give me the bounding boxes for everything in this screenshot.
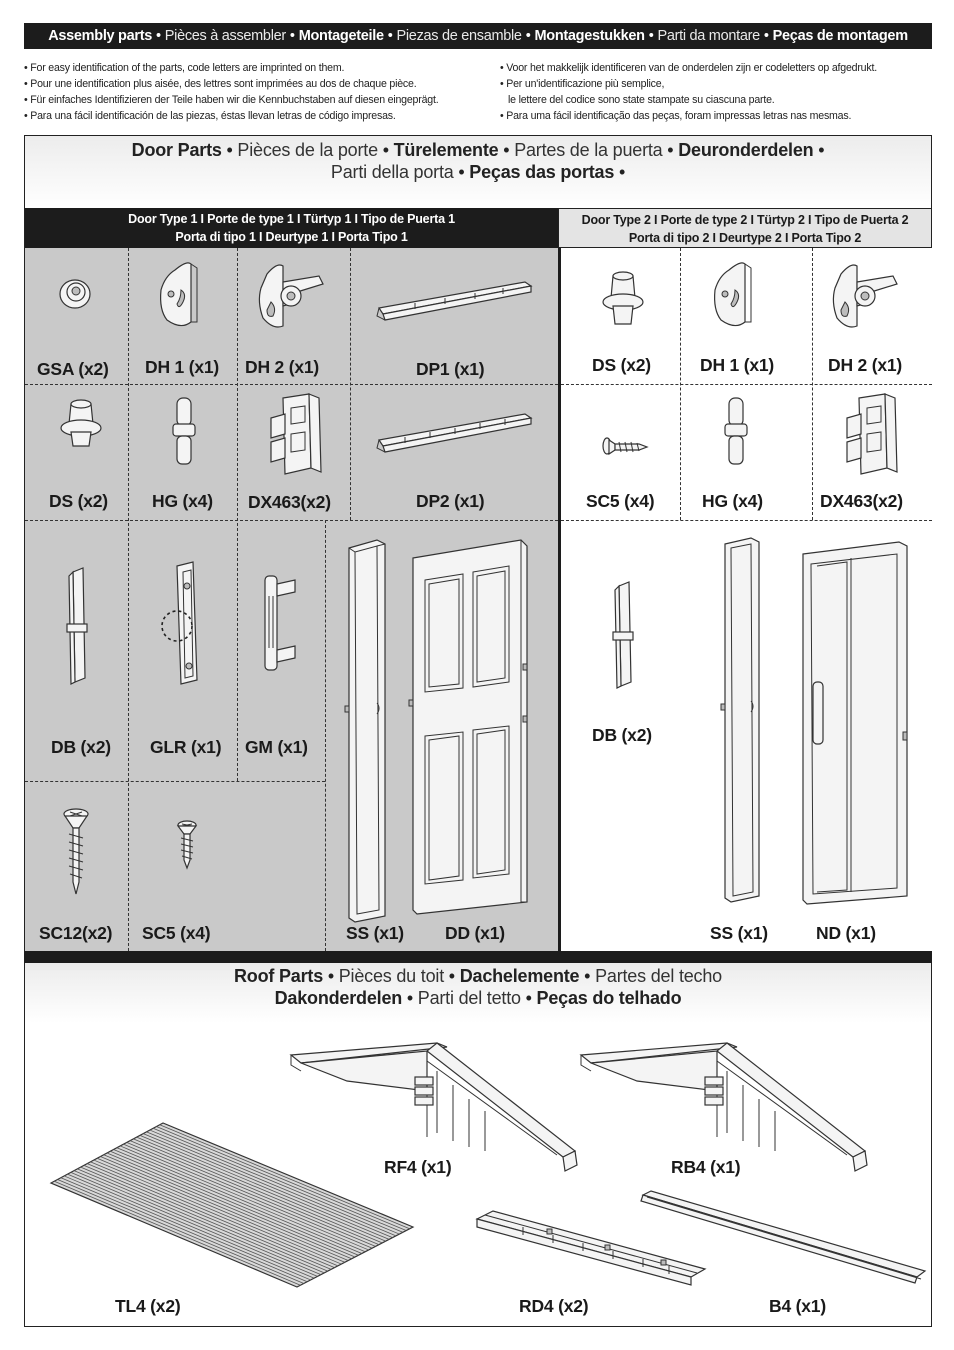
glr-part-drawing — [159, 562, 219, 688]
door-parts-title-line2 — [25, 161, 931, 183]
part-label-db: DB (x2) — [592, 725, 652, 745]
title-segment: Partes de la puerta — [514, 140, 663, 160]
bullet-separator: • — [221, 140, 238, 160]
part-label-hg: HG (x4) — [702, 491, 763, 511]
grid-divider — [561, 520, 932, 521]
title-segment: Dakonderdelen — [274, 988, 403, 1008]
note-line: • Para uma fácil identificação das peças, foram impressas letras nas mesmas. — [500, 110, 852, 122]
grid-divider — [25, 520, 558, 521]
title-segment: Montageteile — [298, 28, 384, 44]
ss-side-strip-drawing — [715, 536, 769, 906]
bullet-separator: • — [323, 966, 339, 986]
part-label-rf4: RF4 (x1) — [384, 1157, 452, 1177]
part-label-hg: HG (x4) — [152, 491, 213, 511]
bullet-separator: • — [289, 28, 295, 44]
note-line: • Voor het makkelijk identificeren van de onderdelen zijn er codeletters op afgedrukt. — [500, 62, 877, 74]
part-label-sc5: SC5 (x4) — [142, 923, 211, 943]
bullet-separator: • — [525, 28, 531, 44]
sc5-screw-drawing — [175, 820, 199, 876]
door-type1-parts-grid — [25, 248, 558, 951]
door-type2-parts-grid — [558, 248, 932, 951]
db-part-drawing — [63, 568, 93, 688]
bullet-separator: • — [377, 140, 394, 160]
dh2-part-drawing — [257, 262, 329, 332]
door-parts-title-line1 — [25, 139, 931, 161]
door-type2-heading-line1: Door Type 2 I Porte de type 2 I Türtyp 2 I Tipo de Puerta 2 — [581, 213, 909, 227]
dh1-part-drawing — [711, 260, 761, 330]
note-line: • For easy identification of the parts, code letters are imprinted on them. — [24, 62, 345, 74]
part-label-gm: GM (x1) — [245, 737, 308, 757]
bullet-separator: • — [648, 28, 654, 44]
title-segment: Roof Parts — [234, 966, 324, 986]
bullet-separator: • — [498, 140, 515, 160]
title-segment: Pièces de la porte — [237, 140, 378, 160]
title-segment: Parti della porta — [330, 162, 454, 182]
bullet-separator: • — [614, 162, 626, 182]
grid-divider — [325, 520, 326, 951]
door-type2-heading-line2: Porta di tipo 2 I Deurtype 2 I Porta Tipo 2 — [628, 231, 862, 245]
tl4-roof-panel-drawing — [47, 1121, 417, 1291]
nd-door-panel-drawing — [797, 542, 927, 912]
part-label-ss: SS (x1) — [346, 923, 404, 943]
title-segment: Parti da montare — [657, 28, 760, 44]
part-label-rb4: RB4 (x1) — [671, 1157, 741, 1177]
part-label-tl4: TL4 (x2) — [115, 1296, 181, 1316]
hg-part-drawing — [723, 396, 749, 468]
part-label-dx463: DX463(x2) — [248, 492, 331, 512]
gsa-part-drawing — [55, 276, 95, 312]
bullet-separator: • — [520, 988, 537, 1008]
ds-part-drawing — [599, 270, 649, 334]
rb4-roof-back-drawing — [577, 1041, 887, 1171]
note-line: • Para una fácil identificación de las piezas, éstas llevan letras de código impresas. — [24, 110, 396, 122]
part-label-ds: DS (x2) — [49, 491, 108, 511]
assembly-parts-header — [24, 23, 932, 49]
bullet-separator: • — [444, 966, 460, 986]
title-segment: Dachelemente — [459, 966, 580, 986]
title-segment: Pièces du toit — [338, 966, 444, 986]
dx463-part-drawing — [839, 394, 903, 478]
part-label-dx463: DX463(x2) — [820, 491, 903, 511]
roof-parts-title — [25, 963, 931, 1023]
title-segment: Peças de montagem — [772, 28, 908, 44]
part-label-glr: GLR (x1) — [150, 737, 222, 757]
door-type1-heading-line1: Door Type 1 I Porte de type 1 I Türtyp 1 I Tipo de Puerta 1 — [128, 212, 455, 226]
part-label-ds: DS (x2) — [592, 355, 651, 375]
note-line: le lettere del codice sono state stampate su ciascuna parte. — [508, 94, 775, 106]
part-label-dh2: DH 2 (x1) — [828, 355, 903, 375]
title-segment: Partes del techo — [595, 966, 722, 986]
title-segment: Parti del tetto — [417, 988, 521, 1008]
gm-part-drawing — [261, 574, 301, 674]
grid-divider — [237, 248, 238, 781]
part-label-db: DB (x2) — [51, 737, 111, 757]
note-line: • Per un'identificazione più semplice, — [500, 78, 665, 90]
grid-divider — [561, 384, 932, 385]
title-segment: Peças do telhado — [536, 988, 682, 1008]
dh1-part-drawing — [157, 260, 207, 330]
title-segment: Türelemente — [393, 140, 499, 160]
b4-roof-beam-drawing — [639, 1191, 929, 1285]
part-label-sc5: SC5 (x4) — [586, 491, 655, 511]
roof-section-divider — [24, 951, 932, 963]
part-label-dh1: DH 1 (x1) — [700, 355, 775, 375]
title-segment: Pièces à assembler — [164, 28, 286, 44]
dd-door-panel-drawing — [409, 540, 559, 915]
grid-divider — [25, 781, 325, 782]
part-label-dp2: DP2 (x1) — [416, 491, 485, 511]
part-label-b4: B4 (x1) — [769, 1296, 826, 1316]
title-segment: Deuronderdelen — [678, 140, 814, 160]
bullet-separator: • — [453, 162, 470, 182]
identification-notes-left — [24, 60, 494, 124]
identification-notes-right — [500, 60, 940, 124]
door-type2-heading — [558, 208, 932, 248]
door-parts-section — [24, 135, 932, 951]
door-type1-heading-line2: Porta di tipo 1 I Deurtype 1 I Porta Tipo 1 — [175, 230, 408, 244]
part-label-dh1: DH 1 (x1) — [145, 357, 220, 377]
sc5-screw-drawing — [601, 436, 651, 460]
roof-parts-section — [24, 963, 932, 1327]
ss-side-strip-drawing — [343, 538, 393, 923]
ds-part-drawing — [57, 398, 107, 458]
door-type1-heading — [25, 208, 558, 248]
bullet-separator: • — [387, 28, 393, 44]
grid-divider — [128, 248, 129, 951]
dh2-part-drawing — [831, 262, 903, 332]
db-part-drawing — [609, 582, 639, 694]
title-segment: Piezas de ensamble — [396, 28, 522, 44]
part-label-rd4: RD4 (x2) — [519, 1296, 589, 1316]
dp1-part-drawing — [375, 276, 535, 322]
door-parts-title — [25, 136, 931, 208]
bullet-separator: • — [579, 966, 596, 986]
dp2-part-drawing — [375, 408, 535, 454]
title-segment: Assembly parts — [48, 28, 152, 44]
sc12-screw-drawing — [61, 808, 91, 898]
dx463-part-drawing — [263, 394, 327, 478]
part-label-ss: SS (x1) — [710, 923, 768, 943]
title-segment: Door Parts — [131, 140, 222, 160]
roof-parts-title-line1 — [25, 965, 931, 987]
part-label-sc12: SC12(x2) — [39, 923, 113, 943]
title-segment: Montagestukken — [534, 28, 645, 44]
roof-parts-title-line2 — [25, 987, 931, 1009]
part-label-gsa: GSA (x2) — [37, 359, 109, 379]
bullet-separator: • — [156, 28, 161, 44]
grid-divider — [25, 384, 558, 385]
bullet-separator: • — [402, 988, 418, 1008]
part-label-dd: DD (x1) — [445, 923, 505, 943]
bullet-separator: • — [763, 28, 769, 44]
note-line: • Für einfaches Identifizieren der Teile haben wir die Kennbuchstaben auf diesen eingeprägt. — [24, 94, 439, 106]
bullet-separator: • — [813, 140, 825, 160]
hg-part-drawing — [171, 396, 197, 468]
note-line: • Pour une identification plus aisée, des lettres sont imprimées au dos de chaque pièce. — [24, 78, 417, 90]
part-label-nd: ND (x1) — [816, 923, 876, 943]
title-segment: Peças das portas — [469, 162, 615, 182]
bullet-separator: • — [662, 140, 679, 160]
part-label-dh2: DH 2 (x1) — [245, 357, 320, 377]
part-label-dp1: DP1 (x1) — [416, 359, 485, 379]
